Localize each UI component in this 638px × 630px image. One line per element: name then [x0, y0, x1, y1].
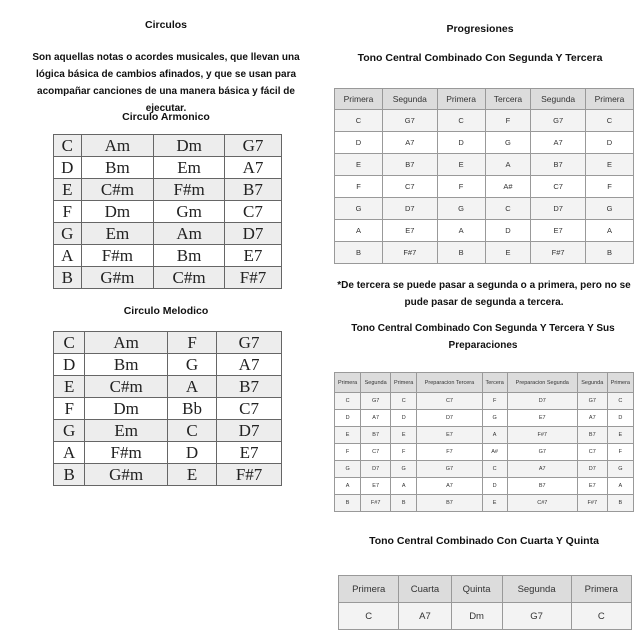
- table-row: [54, 223, 282, 245]
- table-cell: D: [482, 478, 507, 495]
- table-row: [335, 110, 634, 132]
- table-cell: C: [437, 110, 485, 132]
- table-cell: A: [607, 478, 633, 495]
- table-row: [335, 410, 634, 427]
- table-cell: A: [54, 245, 82, 267]
- table-cell: B7: [382, 154, 437, 176]
- table-cell: F: [167, 332, 216, 354]
- table-cell: C#7: [507, 495, 577, 512]
- table-cell: G: [335, 461, 361, 478]
- table-cell: D: [54, 354, 85, 376]
- table-cell: D7: [507, 393, 577, 410]
- table-row: [335, 132, 634, 154]
- table-cell: Bm: [81, 157, 154, 179]
- table-cell: C#m: [85, 376, 168, 398]
- table-cell: E7: [361, 478, 391, 495]
- table-header-row: [335, 89, 634, 110]
- table-cell: E: [482, 495, 507, 512]
- table-cell: C7: [577, 444, 607, 461]
- table-cell: E7: [224, 245, 281, 267]
- table-cell: C#m: [81, 179, 154, 201]
- table-cell: A7: [399, 603, 451, 630]
- table-row: [54, 267, 282, 289]
- table-cell: C: [391, 393, 417, 410]
- table-row: [54, 332, 282, 354]
- table-cell: Am: [81, 135, 154, 157]
- table-cell: B: [437, 242, 485, 264]
- table-cell: B: [391, 495, 417, 512]
- table-cell: A7: [577, 410, 607, 427]
- table-cell: Em: [85, 420, 168, 442]
- column-header: Segunda: [502, 576, 571, 603]
- table-cell: C#m: [154, 267, 225, 289]
- table-cell: C7: [224, 201, 281, 223]
- table-cell: C: [335, 393, 361, 410]
- table-cell: E: [485, 242, 531, 264]
- table-row: [54, 376, 282, 398]
- table-cell: A7: [382, 132, 437, 154]
- table-cell: C7: [217, 398, 282, 420]
- table-cell: G: [437, 198, 485, 220]
- table-cell: G7: [361, 393, 391, 410]
- table-cell: G7: [217, 332, 282, 354]
- table-row: [335, 198, 634, 220]
- tabla-progresion-segunda-tercera: [334, 88, 634, 264]
- table-cell: B: [335, 242, 383, 264]
- table-cell: E: [585, 154, 633, 176]
- table-cell: A: [391, 478, 417, 495]
- table-cell: A#: [482, 444, 507, 461]
- table-cell: F: [437, 176, 485, 198]
- titulo-progresiones: Progresiones: [446, 23, 514, 35]
- column-header: Tercera: [482, 373, 507, 393]
- table-cell: F#7: [382, 242, 437, 264]
- table-row: [339, 603, 632, 630]
- table-cell: E7: [531, 220, 586, 242]
- table-cell: G7: [507, 444, 577, 461]
- column-header: Primera: [437, 89, 485, 110]
- table-cell: B: [607, 495, 633, 512]
- table-cell: D7: [417, 410, 482, 427]
- table-cell: G: [485, 132, 531, 154]
- table-row: [54, 135, 282, 157]
- table-cell: B: [54, 464, 85, 486]
- column-header: Segunda: [382, 89, 437, 110]
- table-cell: Dm: [451, 603, 502, 630]
- table-cell: Am: [85, 332, 168, 354]
- table-cell: F#m: [85, 442, 168, 464]
- table-cell: D7: [224, 223, 281, 245]
- table-cell: A7: [531, 132, 586, 154]
- table-cell: E: [335, 427, 361, 444]
- table-header-row: [339, 576, 632, 603]
- table-cell: F: [585, 176, 633, 198]
- table-cell: F: [335, 176, 383, 198]
- table-cell: D: [585, 132, 633, 154]
- table-cell: B7: [361, 427, 391, 444]
- table-cell: A: [167, 376, 216, 398]
- table-cell: F7: [417, 444, 482, 461]
- table-cell: A: [335, 220, 383, 242]
- table-cell: F#7: [224, 267, 281, 289]
- table-cell: C: [482, 461, 507, 478]
- table-row: [335, 495, 634, 512]
- table-row: [335, 393, 634, 410]
- table-cell: E7: [382, 220, 437, 242]
- table-cell: Em: [154, 157, 225, 179]
- table-cell: D: [485, 220, 531, 242]
- table-cell: C7: [361, 444, 391, 461]
- table-cell: F#7: [361, 495, 391, 512]
- table-cell: A: [585, 220, 633, 242]
- table-cell: F#7: [531, 242, 586, 264]
- table-cell: D: [167, 442, 216, 464]
- column-header: Primera: [335, 89, 383, 110]
- table-row: [335, 478, 634, 495]
- titulo-circulo-armonico: Circulo Armonico: [122, 111, 210, 123]
- table-row: [54, 157, 282, 179]
- table-cell: Bm: [85, 354, 168, 376]
- table-cell: D7: [531, 198, 586, 220]
- table-cell: G: [391, 461, 417, 478]
- table-cell: A7: [224, 157, 281, 179]
- table-cell: C: [335, 110, 383, 132]
- table-cell: D: [335, 132, 383, 154]
- table-cell: Bb: [167, 398, 216, 420]
- table-cell: G: [585, 198, 633, 220]
- tabla-circulo-armonico: [53, 134, 282, 289]
- table-cell: D: [54, 157, 82, 179]
- table-cell: F#m: [81, 245, 154, 267]
- table-cell: F#7: [217, 464, 282, 486]
- table-cell: G: [607, 461, 633, 478]
- table-cell: A7: [217, 354, 282, 376]
- table-cell: C: [54, 332, 85, 354]
- table-cell: D: [391, 410, 417, 427]
- column-header: Primera: [391, 373, 417, 393]
- table-cell: C: [54, 135, 82, 157]
- table-cell: Gm: [154, 201, 225, 223]
- column-header: Primera: [607, 373, 633, 393]
- nota-tercera: *De tercera se puede pasar a segunda o a primera, pero no se pude pasar de segunda a tercera.: [337, 280, 631, 308]
- table-row: [54, 245, 282, 267]
- table-cell: D: [607, 410, 633, 427]
- table-cell: B7: [417, 495, 482, 512]
- table-cell: C: [485, 198, 531, 220]
- table-cell: C7: [382, 176, 437, 198]
- table-row: [54, 464, 282, 486]
- titulo-progresion-preparaciones: Tono Central Combinado Con Segunda Y Tercera Y Sus Preparaciones: [351, 323, 615, 351]
- table-cell: C: [339, 603, 399, 630]
- table-cell: G7: [577, 393, 607, 410]
- table-cell: D: [335, 410, 361, 427]
- table-cell: C: [571, 603, 631, 630]
- table-cell: A: [437, 220, 485, 242]
- table-cell: E7: [507, 410, 577, 427]
- table-cell: F: [607, 444, 633, 461]
- titulo-circulos: Circulos: [144, 19, 187, 31]
- table-cell: E: [167, 464, 216, 486]
- table-cell: E7: [217, 442, 282, 464]
- table-cell: E7: [417, 427, 482, 444]
- table-cell: Dm: [81, 201, 154, 223]
- table-cell: C: [585, 110, 633, 132]
- table-cell: F: [485, 110, 531, 132]
- table-cell: F: [391, 444, 417, 461]
- titulo-progresion-segunda-tercera: Tono Central Combinado Con Segunda Y Tercera: [357, 52, 603, 64]
- table-cell: A#: [485, 176, 531, 198]
- table-cell: G7: [531, 110, 586, 132]
- column-header: Segunda: [361, 373, 391, 393]
- texto-introduccion: Son aquellas notas o acordes musicales, que llevan una lógica básica de cambios afinados, y que se usan para acompañar canciones de una manera básica y fácil de ejecutar.: [32, 52, 300, 114]
- column-header: Cuarta: [399, 576, 451, 603]
- table-cell: A: [335, 478, 361, 495]
- table-cell: E: [391, 427, 417, 444]
- titulo-progresion-cuarta-quinta: Tono Central Combinado Con Cuarta Y Quinta: [369, 535, 599, 547]
- table-row: [54, 398, 282, 420]
- table-cell: E: [54, 376, 85, 398]
- table-cell: G7: [417, 461, 482, 478]
- table-row: [335, 461, 634, 478]
- table-cell: D7: [382, 198, 437, 220]
- table-cell: E: [335, 154, 383, 176]
- table-cell: F: [335, 444, 361, 461]
- table-cell: F: [54, 398, 85, 420]
- column-header: Tercera: [485, 89, 531, 110]
- titulo-circulo-melodico: Circulo Melodico: [123, 305, 209, 317]
- table-cell: A7: [417, 478, 482, 495]
- table-cell: G: [54, 420, 85, 442]
- table-cell: G: [54, 223, 82, 245]
- table-cell: B7: [217, 376, 282, 398]
- table-cell: C7: [417, 393, 482, 410]
- table-row: [335, 427, 634, 444]
- column-header: Preparacion Tercera: [417, 373, 482, 393]
- tabla-progresion-cuarta-quinta: [338, 575, 632, 630]
- table-cell: G: [482, 410, 507, 427]
- table-cell: Dm: [85, 398, 168, 420]
- table-cell: E: [607, 427, 633, 444]
- table-cell: Am: [154, 223, 225, 245]
- table-cell: A7: [361, 410, 391, 427]
- table-cell: C: [167, 420, 216, 442]
- table-cell: B7: [577, 427, 607, 444]
- table-cell: G: [335, 198, 383, 220]
- table-cell: A: [482, 427, 507, 444]
- table-cell: B7: [531, 154, 586, 176]
- table-cell: G#m: [81, 267, 154, 289]
- table-row: [335, 242, 634, 264]
- table-cell: G7: [502, 603, 571, 630]
- table-cell: D7: [577, 461, 607, 478]
- tabla-progresion-preparaciones: [334, 372, 634, 512]
- column-header: Primera: [339, 576, 399, 603]
- column-header: Preparacion Segunda: [507, 373, 577, 393]
- table-row: [335, 444, 634, 461]
- table-cell: G#m: [85, 464, 168, 486]
- table-cell: A: [54, 442, 85, 464]
- table-cell: D: [437, 132, 485, 154]
- table-cell: Em: [81, 223, 154, 245]
- table-cell: F#7: [507, 427, 577, 444]
- table-header-row: [335, 373, 634, 393]
- table-row: [54, 179, 282, 201]
- table-row: [335, 154, 634, 176]
- table-cell: C: [607, 393, 633, 410]
- table-cell: Bm: [154, 245, 225, 267]
- table-cell: B7: [507, 478, 577, 495]
- table-row: [54, 354, 282, 376]
- table-cell: B: [335, 495, 361, 512]
- column-header: Primera: [571, 576, 631, 603]
- table-cell: B7: [224, 179, 281, 201]
- table-cell: G7: [224, 135, 281, 157]
- table-cell: Dm: [154, 135, 225, 157]
- table-row: [54, 201, 282, 223]
- table-cell: F#7: [577, 495, 607, 512]
- column-header: Quinta: [451, 576, 502, 603]
- table-cell: F#m: [154, 179, 225, 201]
- table-cell: G: [167, 354, 216, 376]
- table-cell: A: [485, 154, 531, 176]
- table-cell: F: [54, 201, 82, 223]
- table-cell: B: [54, 267, 82, 289]
- table-cell: D7: [217, 420, 282, 442]
- table-row: [54, 442, 282, 464]
- table-row: [335, 220, 634, 242]
- table-cell: B: [585, 242, 633, 264]
- table-row: [54, 420, 282, 442]
- column-header: Segunda: [577, 373, 607, 393]
- table-cell: C7: [531, 176, 586, 198]
- table-cell: E: [54, 179, 82, 201]
- table-cell: E: [437, 154, 485, 176]
- column-header: Segunda: [531, 89, 586, 110]
- column-header: Primera: [585, 89, 633, 110]
- table-cell: A7: [507, 461, 577, 478]
- tabla-circulo-melodico: [53, 331, 282, 486]
- table-row: [335, 176, 634, 198]
- table-cell: D7: [361, 461, 391, 478]
- table-cell: F: [482, 393, 507, 410]
- table-cell: G7: [382, 110, 437, 132]
- column-header: Primera: [335, 373, 361, 393]
- table-cell: E7: [577, 478, 607, 495]
